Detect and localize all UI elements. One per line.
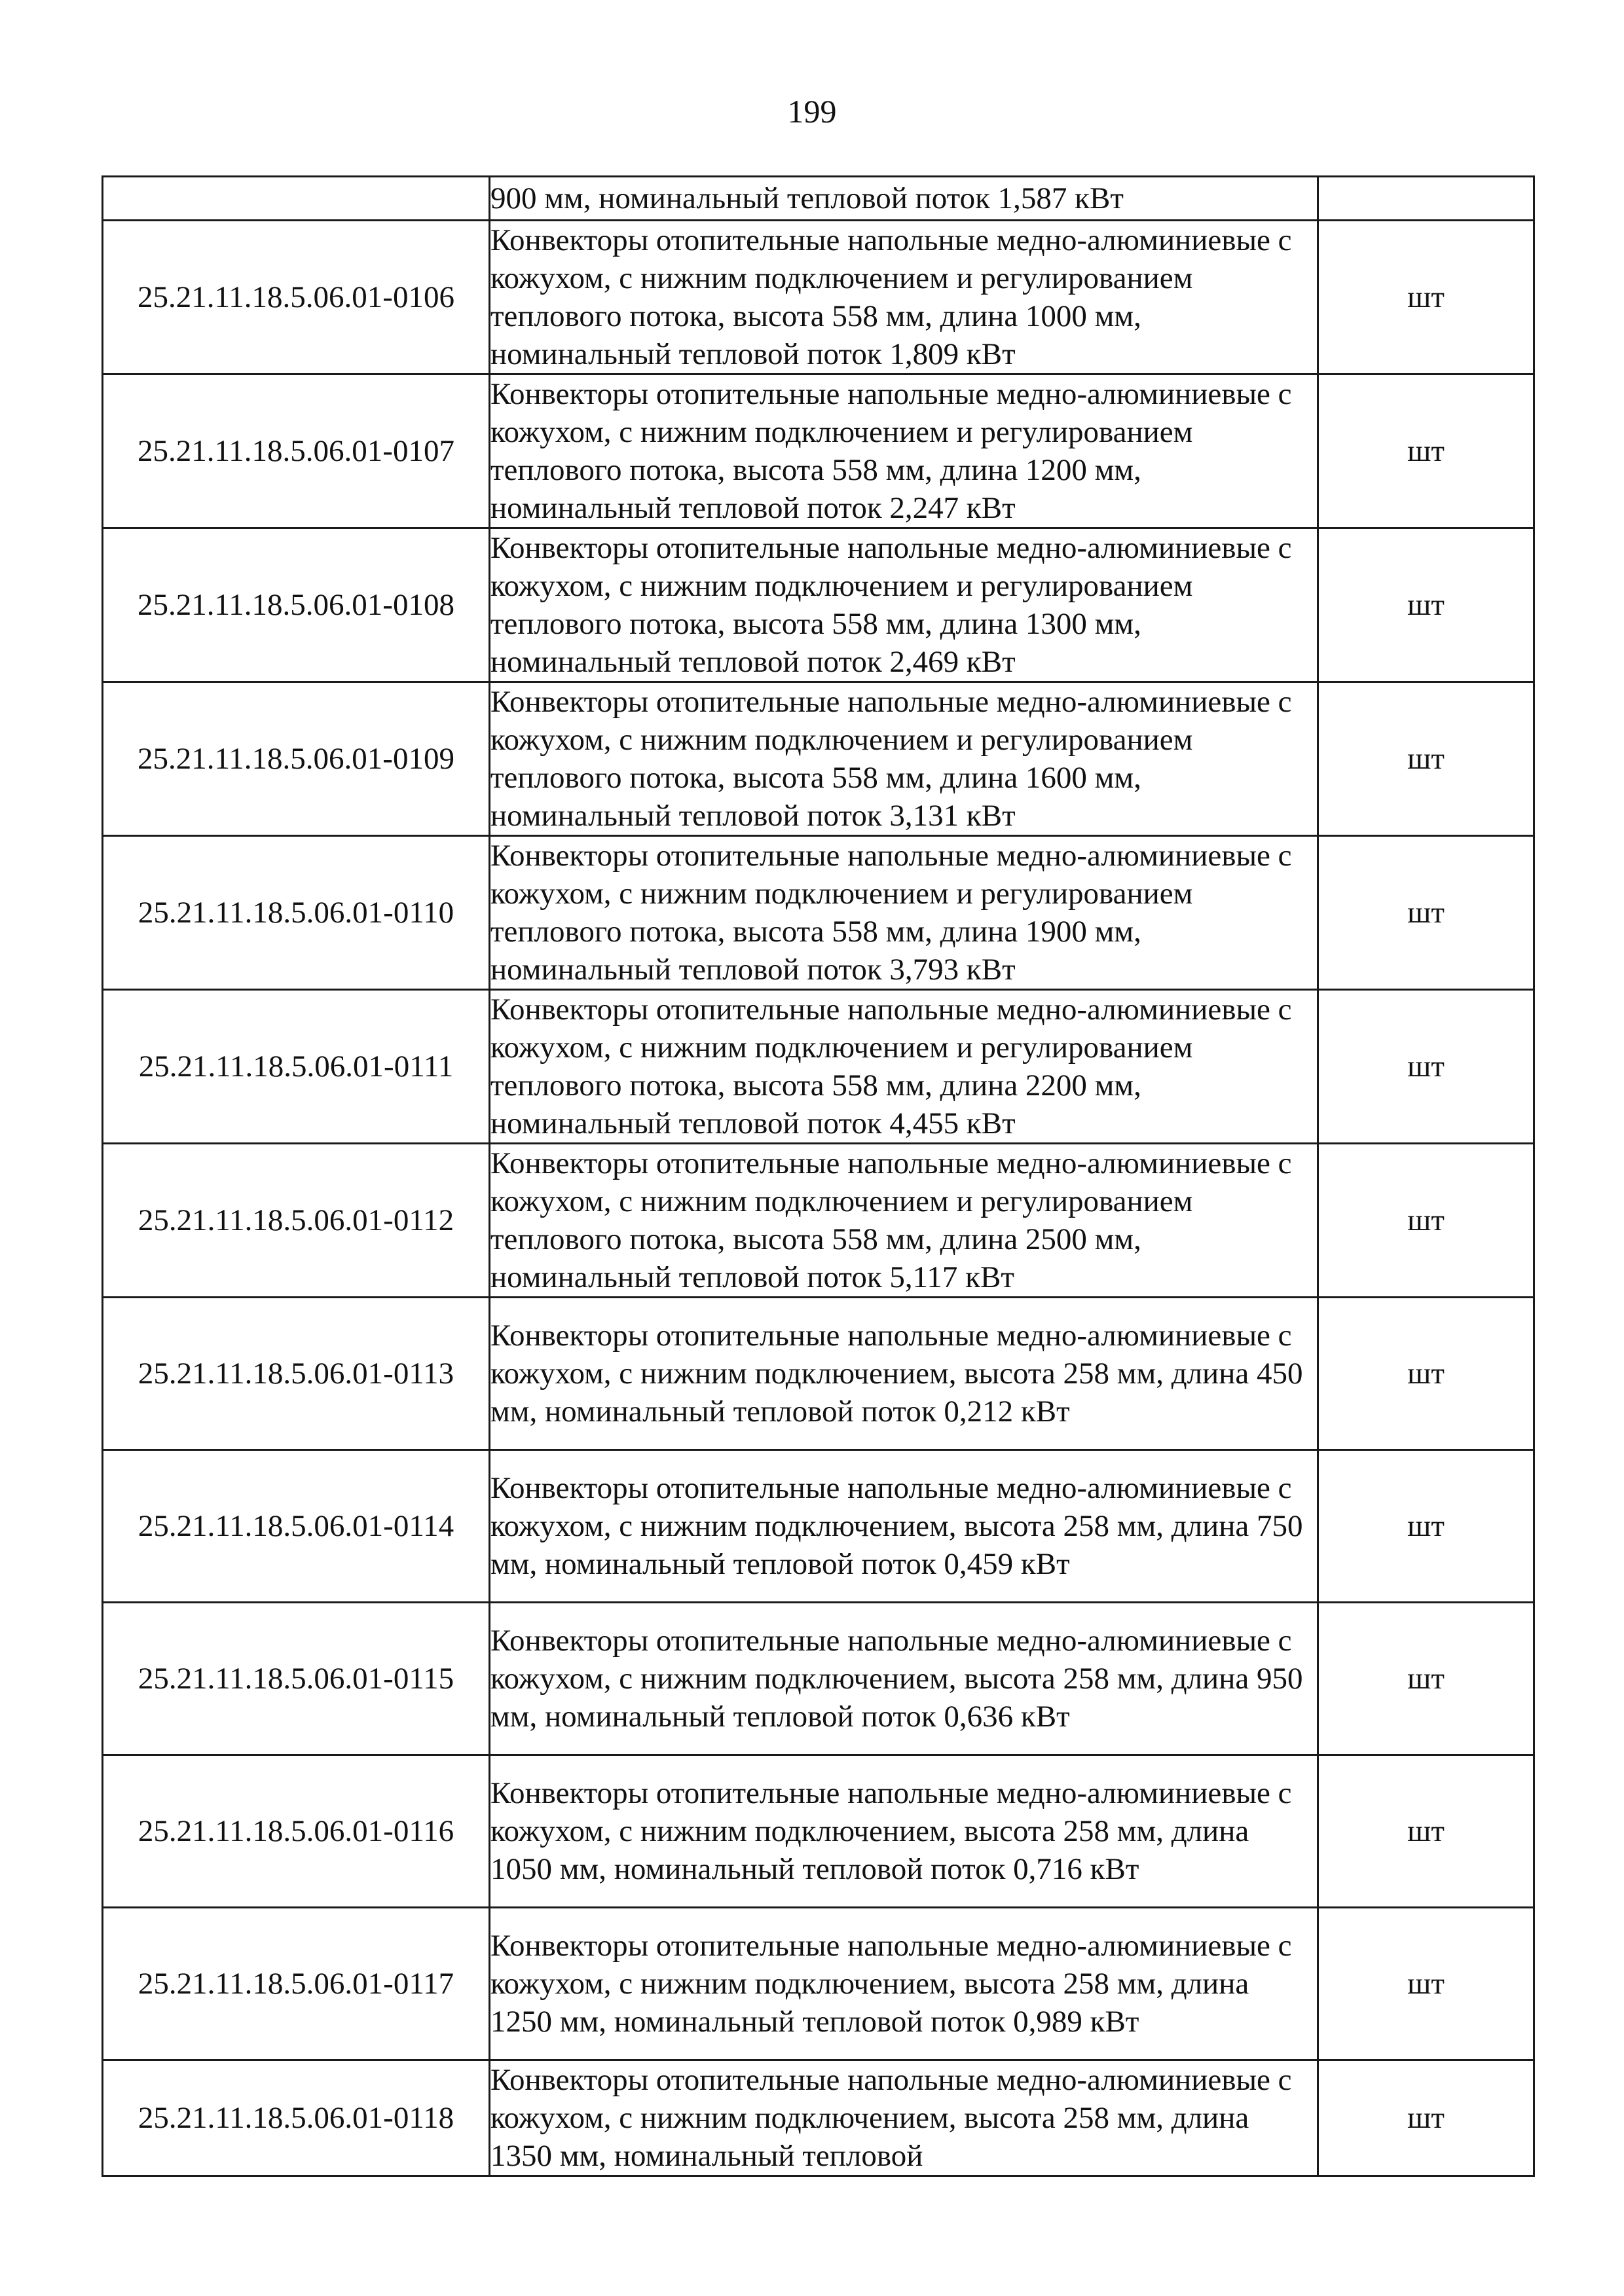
- table-row: [103, 1603, 1534, 1755]
- resource-code: 25.21.11.18.5.06.01-0111: [103, 990, 490, 1144]
- table-row: [103, 1144, 1534, 1298]
- resource-description: Конвекторы отопительные напольные медно-алюминиевые с кожухом, с нижним подключением и регулированием теплового потока, высота 558 мм, длина 1200 мм, номинальный тепловой поток 2,247 кВт: [490, 374, 1318, 528]
- resource-description: Конвекторы отопительные напольные медно-алюминиевые с кожухом, с нижним подключением и регулированием теплового потока, высота 558 мм, длина 1900 мм, номинальный тепловой поток 3,793 кВт: [490, 836, 1318, 990]
- resource-unit: шт: [1318, 528, 1534, 682]
- resource-code: 25.21.11.18.5.06.01-0118: [103, 2060, 490, 2176]
- table-row: [103, 1298, 1534, 1450]
- resource-description: Конвекторы отопительные напольные медно-алюминиевые с кожухом, с нижним подключением, высота 258 мм, длина 750 мм, номинальный тепловой поток 0,459 кВт: [490, 1450, 1318, 1603]
- resource-unit: шт: [1318, 1908, 1534, 2060]
- resource-unit: шт: [1318, 1450, 1534, 1603]
- resource-unit: [1318, 177, 1534, 221]
- resource-unit: шт: [1318, 836, 1534, 990]
- resource-unit: шт: [1318, 1755, 1534, 1908]
- table-row: [103, 1755, 1534, 1908]
- resource-code: 25.21.11.18.5.06.01-0106: [103, 221, 490, 374]
- resource-unit: шт: [1318, 682, 1534, 836]
- resource-description: 900 мм, номинальный тепловой поток 1,587 кВт: [490, 177, 1318, 221]
- resource-description: Конвекторы отопительные напольные медно-алюминиевые с кожухом, с нижним подключением, высота 258 мм, длина 450 мм, номинальный тепловой поток 0,212 кВт: [490, 1298, 1318, 1450]
- resource-unit: шт: [1318, 1144, 1534, 1298]
- resource-code: 25.21.11.18.5.06.01-0115: [103, 1603, 490, 1755]
- table-row: [103, 682, 1534, 836]
- resource-code: 25.21.11.18.5.06.01-0109: [103, 682, 490, 836]
- resource-code: 25.21.11.18.5.06.01-0117: [103, 1908, 490, 2060]
- table-row: [103, 836, 1534, 990]
- resource-code: 25.21.11.18.5.06.01-0112: [103, 1144, 490, 1298]
- resource-description: Конвекторы отопительные напольные медно-алюминиевые с кожухом, с нижним подключением, высота 258 мм, длина 950 мм, номинальный тепловой поток 0,636 кВт: [490, 1603, 1318, 1755]
- resource-code: 25.21.11.18.5.06.01-0113: [103, 1298, 490, 1450]
- resource-code: 25.21.11.18.5.06.01-0110: [103, 836, 490, 990]
- table-row: [103, 177, 1534, 221]
- page-number: 199: [787, 93, 837, 130]
- resource-description: Конвекторы отопительные напольные медно-алюминиевые с кожухом, с нижним подключением, высота 258 мм, длина 1250 мм, номинальный тепловой поток 0,989 кВт: [490, 1908, 1318, 2060]
- resource-unit: шт: [1318, 221, 1534, 374]
- resource-unit: шт: [1318, 1603, 1534, 1755]
- resource-unit: шт: [1318, 374, 1534, 528]
- resource-code: 25.21.11.18.5.06.01-0114: [103, 1450, 490, 1603]
- resource-code: [103, 177, 490, 221]
- table-row: [103, 2060, 1534, 2176]
- resource-description: Конвекторы отопительные напольные медно-алюминиевые с кожухом, с нижним подключением, высота 258 мм, длина 1050 мм, номинальный тепловой поток 0,716 кВт: [490, 1755, 1318, 1908]
- resource-code: 25.21.11.18.5.06.01-0108: [103, 528, 490, 682]
- resource-unit: шт: [1318, 2060, 1534, 2176]
- resource-description: Конвекторы отопительные напольные медно-алюминиевые с кожухом, с нижним подключением, высота 258 мм, длина 1350 мм, номинальный тепловой: [490, 2060, 1318, 2176]
- table-row: [103, 374, 1534, 528]
- resource-unit: шт: [1318, 1298, 1534, 1450]
- resource-table: [101, 175, 1535, 2177]
- table-row: [103, 1908, 1534, 2060]
- table-row: [103, 528, 1534, 682]
- resource-description: Конвекторы отопительные напольные медно-алюминиевые с кожухом, с нижним подключением и регулированием теплового потока, высота 558 мм, длина 2200 мм, номинальный тепловой поток 4,455 кВт: [490, 990, 1318, 1144]
- resource-code: 25.21.11.18.5.06.01-0107: [103, 374, 490, 528]
- table-row: [103, 990, 1534, 1144]
- resource-unit: шт: [1318, 990, 1534, 1144]
- resource-description: Конвекторы отопительные напольные медно-алюминиевые с кожухом, с нижним подключением и регулированием теплового потока, высота 558 мм, длина 1000 мм, номинальный тепловой поток 1,809 кВт: [490, 221, 1318, 374]
- resource-code: 25.21.11.18.5.06.01-0116: [103, 1755, 490, 1908]
- table-row: [103, 1450, 1534, 1603]
- resource-description: Конвекторы отопительные напольные медно-алюминиевые с кожухом, с нижним подключением и регулированием теплового потока, высота 558 мм, длина 1300 мм, номинальный тепловой поток 2,469 кВт: [490, 528, 1318, 682]
- resource-description: Конвекторы отопительные напольные медно-алюминиевые с кожухом, с нижним подключением и регулированием теплового потока, высота 558 мм, длина 1600 мм, номинальный тепловой поток 3,131 кВт: [490, 682, 1318, 836]
- resource-description: Конвекторы отопительные напольные медно-алюминиевые с кожухом, с нижним подключением и регулированием теплового потока, высота 558 мм, длина 2500 мм, номинальный тепловой поток 5,117 кВт: [490, 1144, 1318, 1298]
- table-row: [103, 221, 1534, 374]
